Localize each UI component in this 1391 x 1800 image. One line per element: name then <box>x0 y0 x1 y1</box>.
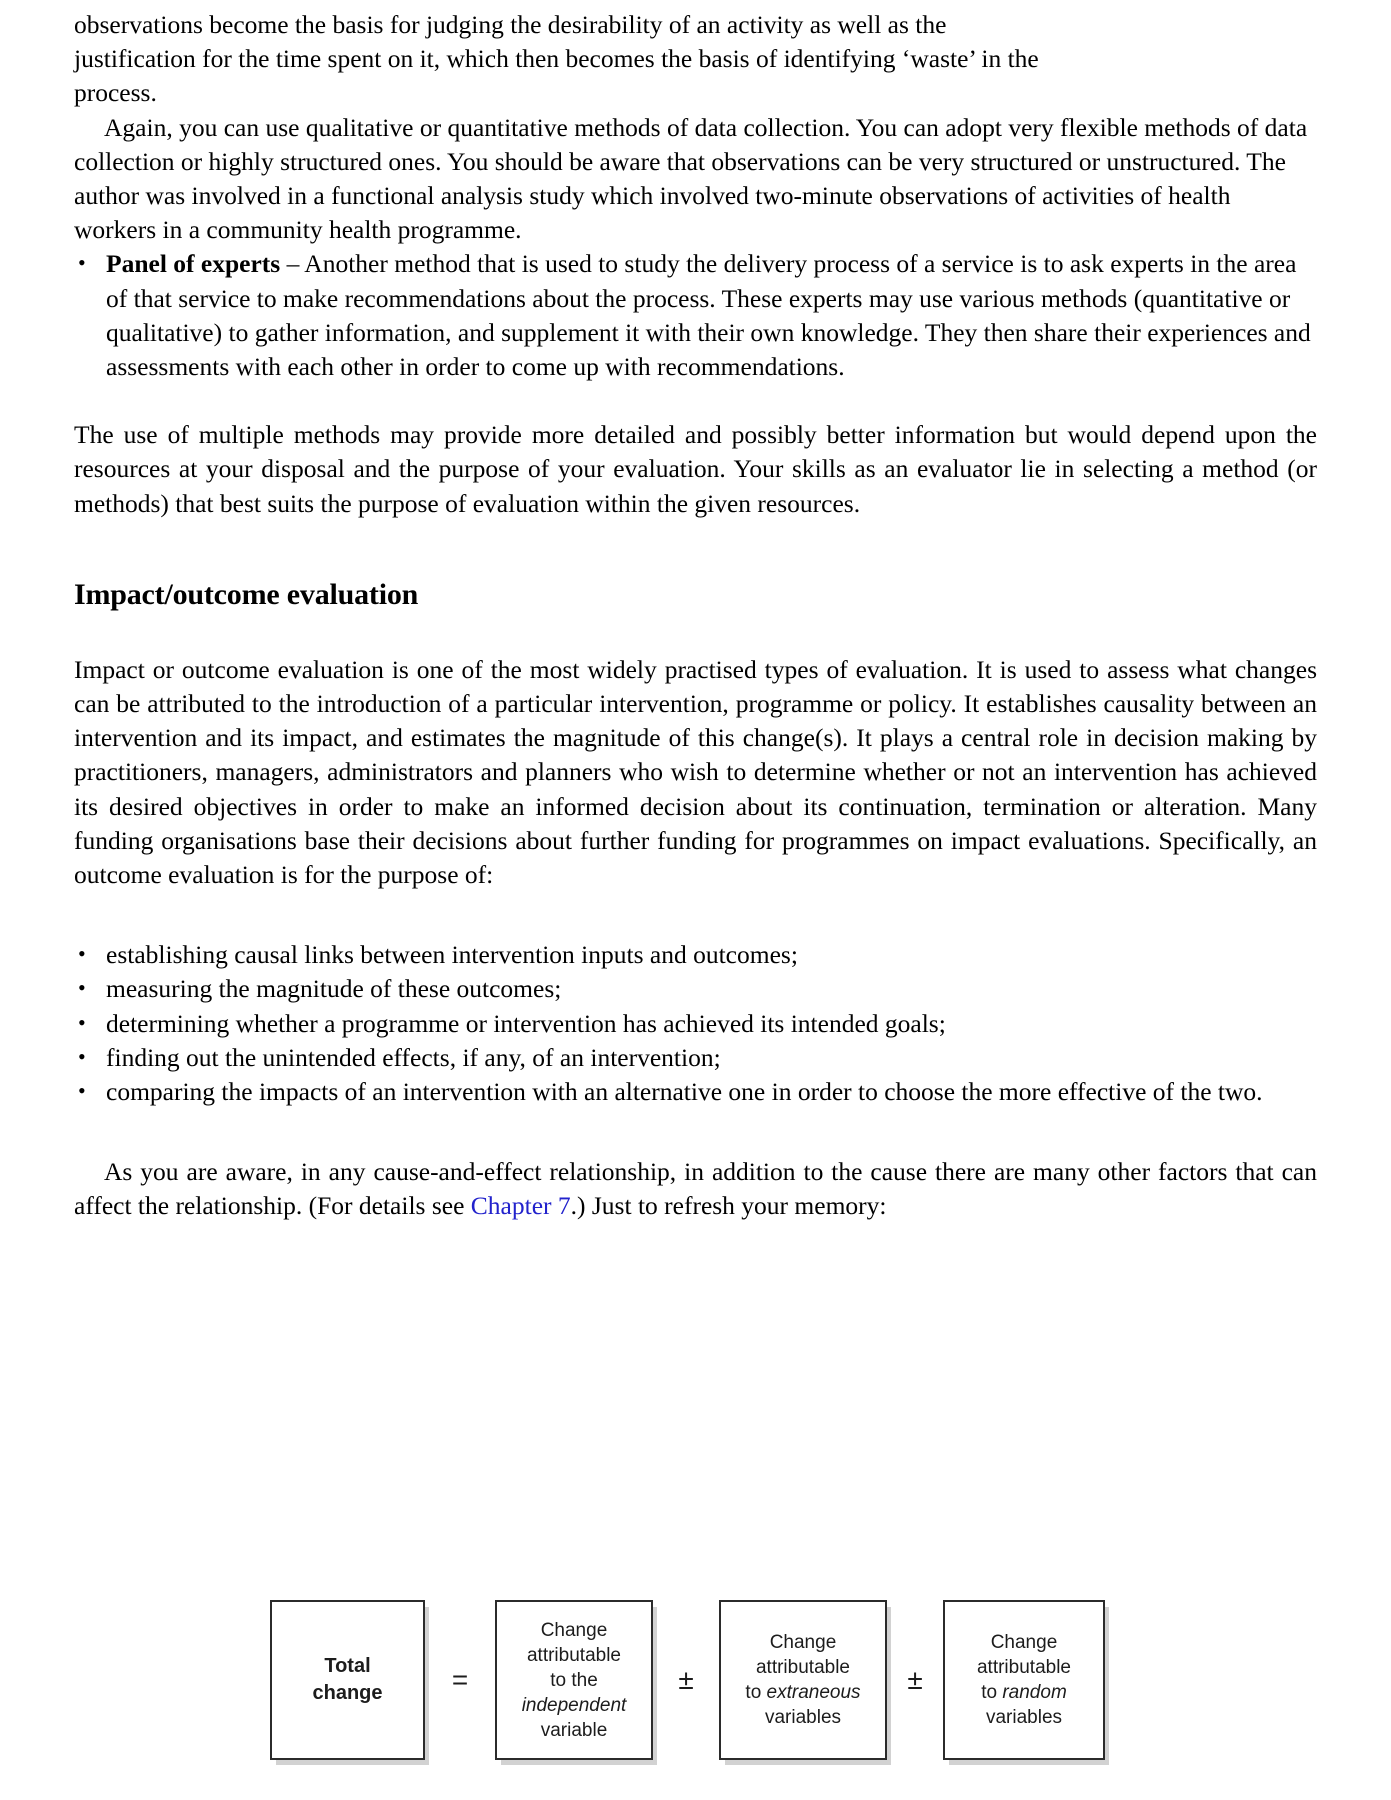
box-line-mixed: to extraneous <box>745 1682 861 1703</box>
spacer <box>74 384 1317 418</box>
box-line: Change <box>769 1632 837 1653</box>
box-line-mixed: to random <box>981 1682 1067 1703</box>
page-heading: Impact/outcome evaluation <box>74 577 419 611</box>
list-item: • establishing causal links between intervention inputs and outcomes; <box>74 938 1317 972</box>
spacer <box>74 892 1317 938</box>
plus-minus-operator-2: ± <box>907 1664 923 1695</box>
plus-minus-operator-1: ± <box>678 1664 694 1695</box>
top-paragraph-line: observations become the basis for judging the desirability of an activity as well as the <box>74 10 947 39</box>
top-paragraph-line: process. <box>74 78 157 108</box>
box-line: attributable <box>755 1657 850 1678</box>
chapter-7-link[interactable]: Chapter 7 <box>470 1191 571 1221</box>
total-change-equation-diagram <box>270 1600 1150 1775</box>
page-content <box>74 8 1317 1224</box>
multiple-methods-paragraph: The use of multiple methods may provide more detailed and possibly better information but would depend upon the resources at your disposal and the purpose of your evaluation. Your skills as an evaluator lie in selecting a method (or methods) that best suits the purpose of evaluation within the given resources. <box>74 420 1317 518</box>
impact-paragraph: Impact or outcome evaluation is one of the most widely practised types of evaluation. It is used to assess what changes can be attributed to the introduction of a particular intervention, programme or policy. It establishes causality between an intervention and its impact, and estimates the magnitude of this change(s). It plays a central role in decision making by practitioners, managers, administrators and planners who wish to determine whether or not an intervention has achieved its desired objectives in order to make an informed decision about its continuation, termination or alteration. Many funding organisations base their decisions about further funding for programmes on impact evaluations. Specifically, an outcome evaluation is for the purpose of: <box>74 654 1317 890</box>
box-line: change <box>312 1682 383 1704</box>
closing-paragraph <box>74 1155 1317 1223</box>
box-line: attributable <box>976 1657 1071 1678</box>
bullet-body-text: – Another method that is used to study the delivery process of a service is to ask experts in the area of that service to make recommendations about the process. These experts may use various methods (quantitative or qualitative) to gather information, and supplement it with their own knowledge. They then share their experiences and assessments with each other in order to come up with recommendations. <box>106 249 1311 382</box>
box-line: to the <box>550 1669 598 1691</box>
box-line: Total <box>324 1655 371 1677</box>
diagram-box-text <box>971 1630 1077 1730</box>
box-line: variables <box>985 1707 1063 1728</box>
diagram-box-independent-variable <box>495 1600 653 1760</box>
box-line: Change <box>540 1619 608 1641</box>
closing-text-before-link: As you are aware, in any cause-and-effect relationship, in addition to the cause there are many other factors that can affect the relationship. (For details see <box>74 1157 1317 1221</box>
top-paragraph <box>74 8 1317 111</box>
diagram-box-text <box>306 1653 388 1707</box>
methods-bullet-list <box>74 247 1317 384</box>
spacer <box>74 613 1317 653</box>
diagram-box-text <box>739 1630 866 1730</box>
box-line-italic: independent <box>521 1694 627 1716</box>
equals-operator: = <box>451 1664 469 1695</box>
diagram-box-random-variables <box>943 1600 1105 1760</box>
list-item: • determining whether a programme or intervention has achieved its intended goals; <box>74 1007 1317 1041</box>
spacer <box>74 1109 1317 1155</box>
box-line: variable <box>540 1719 608 1741</box>
list-item: • measuring the magnitude of these outcomes; <box>74 972 1317 1006</box>
list-item: • comparing the impacts of an intervention with an alternative one in order to choose the more effective of the two. <box>74 1075 1317 1109</box>
spacer <box>74 521 1317 577</box>
list-item: • finding out the unintended effects, if any, of an intervention; <box>74 1041 1317 1075</box>
top-paragraph-line: justification for the time spent on it, which then becomes the basis of identifying ‘waste’ in the <box>74 44 1039 74</box>
box-line: attributable <box>526 1644 621 1666</box>
box-line: variables <box>764 1707 842 1728</box>
bullet-lead-label: Panel of experts <box>106 249 281 279</box>
box-italic-word: random <box>1002 1682 1067 1703</box>
diagram-box-text <box>516 1618 633 1743</box>
purpose-bullet-list <box>74 938 1317 1109</box>
again-paragraph: Again, you can use qualitative or quantitative methods of data collection. You can adopt very flexible methods of data collection or highly structured ones. You should be aware that observations can be very structured or unstructured. The author was involved in a functional analysis study which involved two-minute observations of activities of health workers in a community health programme. <box>74 112 1308 245</box>
diagram-box-total-change <box>270 1600 425 1760</box>
list-item-panel-of-experts <box>74 247 1317 384</box>
diagram-box-extraneous-variables <box>719 1600 887 1760</box>
box-italic-word: extraneous <box>766 1682 861 1703</box>
closing-text-after-link: .) Just to refresh your memory: <box>570 1191 887 1221</box>
box-line: Change <box>990 1632 1058 1653</box>
